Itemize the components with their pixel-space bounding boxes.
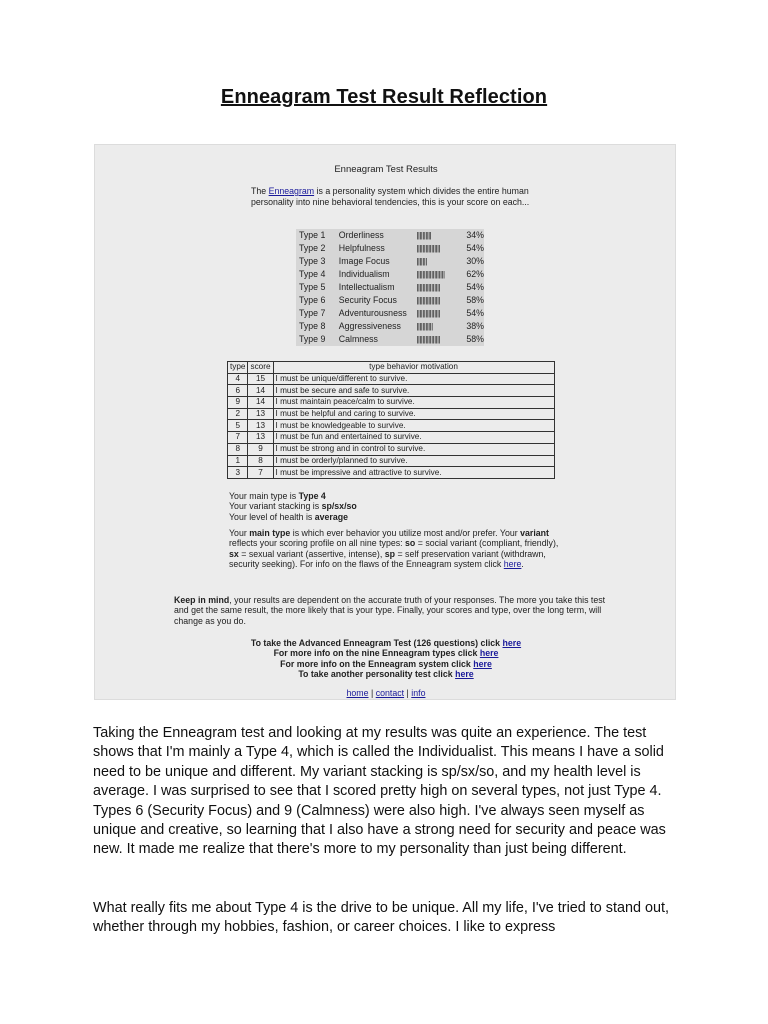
motivation-score: 13 (248, 420, 273, 432)
motivation-score: 13 (248, 408, 273, 420)
advanced-test-link[interactable]: here (502, 638, 522, 648)
score-type: Type 2 (299, 243, 326, 253)
score-percent: 38% (466, 321, 484, 331)
score-name: Orderliness (338, 230, 384, 240)
score-row (296, 268, 484, 281)
score-type: Type 4 (299, 269, 326, 279)
motivation-type: 6 (228, 385, 248, 397)
motivation-type: 3 (228, 467, 248, 479)
motivation-row (228, 432, 555, 444)
footer-links: home | contact | info (346, 688, 426, 698)
motivation-row (228, 420, 555, 432)
score-bar: ||||||||||| (416, 322, 433, 331)
score-percent: 54% (466, 282, 484, 292)
motivation-row (228, 408, 555, 420)
score-row (296, 320, 484, 333)
score-name: Security Focus (338, 295, 397, 305)
score-percent: 62% (466, 269, 484, 279)
info-link[interactable]: info (411, 688, 426, 698)
motivation-score: 15 (248, 373, 273, 385)
system-info-link[interactable]: here (473, 658, 492, 669)
score-bar: |||||||||||||||| (416, 283, 441, 292)
motivation-text: I must be orderly/planned to survive. (273, 455, 554, 467)
flaws-link[interactable]: here (503, 559, 522, 570)
health-line: Your level of health is average (229, 511, 349, 522)
cta-another-test: To take another personality test click here (298, 668, 474, 679)
score-row (296, 242, 484, 255)
score-bar: ||||||||||||||||||| (416, 270, 445, 279)
motivation-row (228, 443, 555, 455)
document-title: Enneagram Test Result Reflection (220, 86, 548, 108)
motivation-score: 7 (248, 467, 273, 479)
header-type: type (228, 362, 248, 374)
score-percent: 58% (466, 295, 484, 305)
score-bar: |||||||||||||||| (416, 309, 441, 318)
motivation-score: 13 (248, 432, 273, 444)
score-percent: 30% (466, 256, 484, 266)
cta-advanced-test: To take the Advanced Enneagram Test (126 questions) click here (250, 638, 522, 648)
score-row (296, 294, 484, 307)
cta-nine-types: For more info on the nine Enneagram types click here (273, 648, 499, 659)
keep-in-mind-note: Keep in mind, your results are dependent on the accurate truth of your responses. The more you take this test and get the same result, the more likely that is your type. Finally, your scores and type, over the long term, will change as you do. (174, 595, 606, 626)
cta-system-info: For more info on the Enneagram system click here (280, 658, 492, 669)
motivation-text: I must maintain peace/calm to survive. (273, 397, 554, 409)
score-percent: 54% (466, 243, 484, 253)
score-row (296, 255, 484, 268)
score-type: Type 1 (299, 230, 326, 240)
score-bar: |||||||||||||||| (416, 244, 441, 253)
motivation-text: I must be fun and entertained to survive. (273, 432, 554, 444)
results-title: Enneagram Test Results (334, 164, 438, 175)
intro-text: The Enneagram is a personality system which divides the entire human personality into nine behavioral tendencies, this is your score on each... (251, 186, 530, 207)
score-name: Calmness (338, 334, 378, 344)
test-results-screenshot (94, 144, 676, 700)
scores-table (296, 229, 484, 346)
score-bar: |||||||||||||||| (416, 335, 441, 344)
motivation-row (228, 467, 555, 479)
motivation-text: I must be helpful and caring to survive. (273, 408, 554, 420)
motivation-type: 1 (228, 455, 248, 467)
main-type-line: Your main type is Type 4 (229, 491, 326, 501)
score-type: Type 5 (299, 282, 326, 292)
motivation-row (228, 397, 555, 409)
score-name: Intellectualism (338, 282, 395, 292)
score-bar: |||||||||||||||| (416, 296, 441, 305)
score-bar: |||||||||| (416, 231, 432, 240)
reflection-paragraph-2: What really fits me about Type 4 is the drive to be unique. All my life, I've tried to stand out, whether through my hobbies, fashion, or career choices. I like to express (93, 900, 670, 936)
score-name: Individualism (338, 269, 390, 279)
motivation-score: 14 (248, 385, 273, 397)
motivation-score: 8 (248, 455, 273, 467)
motivation-type: 9 (228, 397, 248, 409)
score-type: Type 8 (299, 321, 326, 331)
motivation-score: 14 (248, 397, 273, 409)
reflection-paragraph-1: Taking the Enneagram test and looking at my results was quite an experience. The test shows that I'm mainly a Type 4, which is called the Individualist. This means I have a solid need to be unique and different. My variant stacking is sp/sx/so, and my health level is average. I was surprised to see that I scored pretty high on several types, not just Type 4. Types 6 (Security Focus) and 9 (Calmness) were also high. I've always seen myself as unique and creative, so learning that I also have a strong need for security and peace was new. It made me realize that there's more to my personality than just being different. (93, 725, 666, 858)
home-link[interactable]: home (346, 688, 369, 698)
score-type: Type 6 (299, 295, 326, 305)
score-row (296, 307, 484, 320)
score-row (296, 333, 484, 346)
motivation-header-row (228, 362, 555, 374)
motivation-type: 8 (228, 443, 248, 455)
motivation-text: I must be impressive and attractive to survive. (273, 467, 554, 479)
score-type: Type 7 (299, 308, 326, 318)
motivation-text: I must be strong and in control to survive. (273, 443, 554, 455)
motivation-score: 9 (248, 443, 273, 455)
score-type: Type 3 (299, 256, 326, 266)
motivation-type: 5 (228, 420, 248, 432)
cta-links (95, 638, 677, 679)
score-row (296, 281, 484, 294)
nine-types-link[interactable]: here (479, 648, 499, 659)
score-percent: 54% (466, 308, 484, 318)
main-type-summary (229, 491, 559, 522)
enneagram-link[interactable]: Enneagram (268, 186, 315, 196)
score-bar: ||||||| (416, 257, 427, 266)
motivation-text: I must be knowledgeable to survive. (273, 420, 554, 432)
motivation-text: I must be secure and safe to survive. (273, 385, 554, 397)
score-name: Helpfulness (338, 243, 385, 253)
header-motivation: type behavior motivation (273, 362, 554, 374)
motivation-row (228, 385, 555, 397)
score-type: Type 9 (299, 334, 326, 344)
motivation-row (228, 373, 555, 385)
score-name: Image Focus (338, 256, 390, 266)
motivation-text: I must be unique/different to survive. (273, 373, 554, 385)
motivation-table (227, 361, 555, 479)
score-name: Aggressiveness (338, 321, 401, 331)
contact-link[interactable]: contact (375, 688, 405, 698)
motivation-type: 7 (228, 432, 248, 444)
score-percent: 58% (466, 334, 484, 344)
score-percent: 34% (466, 230, 484, 240)
motivation-type: 2 (228, 408, 248, 420)
header-score: score (248, 362, 273, 374)
motivation-type: 4 (228, 373, 248, 385)
score-row (296, 229, 484, 242)
score-name: Adventurousness (338, 308, 407, 318)
another-test-link[interactable]: here (455, 668, 474, 679)
variant-explanation: Your main type is which ever behavior you utilize most and/or prefer. Your variant reflects your scoring profile on all nine types: so = social variant (compliant, friendly), sx = sexual variant (assertive, intense), sp = self preservation variant (withdrawn, security seeking). For info on the flaws of the Enneagram system click here. (229, 528, 559, 570)
motivation-row (228, 455, 555, 467)
variant-line: Your variant stacking is sp/sx/so (229, 501, 357, 512)
